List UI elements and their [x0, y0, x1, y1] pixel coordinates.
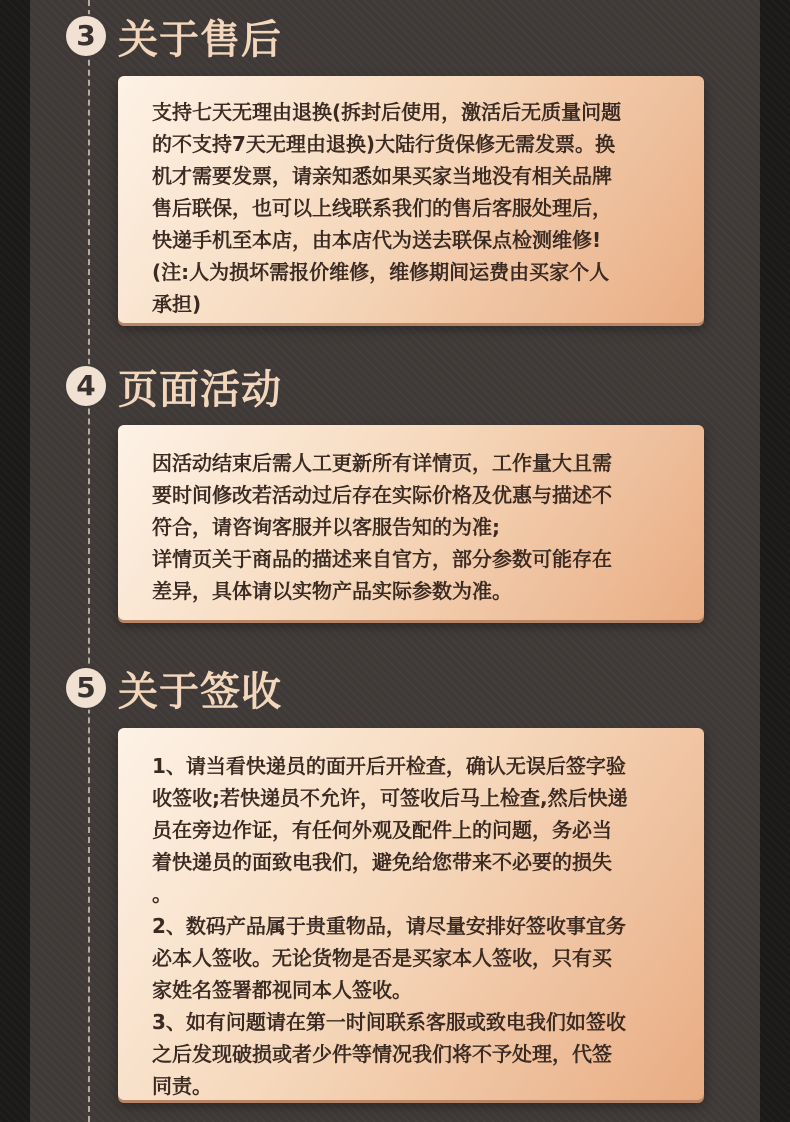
- page-activity-card: [118, 425, 704, 620]
- section-title: 页面活动: [118, 366, 282, 413]
- section-header-after-sales: [66, 6, 282, 66]
- page-activity-text: 因活动结束后需人工更新所有详情页，工作量大且需 要时间修改若活动过后存在实际价格及优惠与描述不 符合，请咨询客服并以客服告知的为准; 详情页关于商品的描述来自官方，部分参数可能存在 差异，具体请以实物产品实际参数为准。: [152, 451, 612, 603]
- receipt-card: [118, 728, 704, 1100]
- section-number-badge: 4: [66, 366, 106, 406]
- section-number-badge: 5: [66, 668, 106, 708]
- section-header-receipt: [66, 658, 282, 718]
- after-sales-card: [118, 76, 704, 323]
- timeline-dashed-line: [88, 0, 90, 1122]
- section-title: 关于售后: [118, 16, 282, 63]
- after-sales-text: 支持七天无理由退换(拆封后使用，激活后无质量问题 的不支持7天无理由退换)大陆行货保修无需发票。换 机才需要发票，请亲知悉如果买家当地没有相关品牌 售后联保，也可以上线联系我们的售后客服处理后， 快递手机至本店，由本店代为送去联保点检测维修! (注:人为损坏需报价维修，维修期间运费由买家个人 承担): [152, 100, 622, 316]
- section-number-badge: 3: [66, 16, 106, 56]
- receipt-text: 1、请当看快递员的面开后开检查，确认无误后签字验 收签收;若快递员不允许，可签收后马上检查,然后快递 员在旁边作证，有任何外观及配件上的问题，务必当 着快递员的面致电我们，避免给您带来不必要的损失 。 2、数码产品属于贵重物品，请尽量安排好签收事宜务 必本人签收。无论货物是否是买家本人签收，只有买 家姓名签署都视同本人签收。 3、如有问题请在第一时间联系客服或致电我们如签收 之后发现破损或者少件等情况我们将不予处理，代签 同责。: [152, 754, 628, 1098]
- section-title: 关于签收: [118, 668, 282, 715]
- section-header-page-activity: [66, 356, 282, 416]
